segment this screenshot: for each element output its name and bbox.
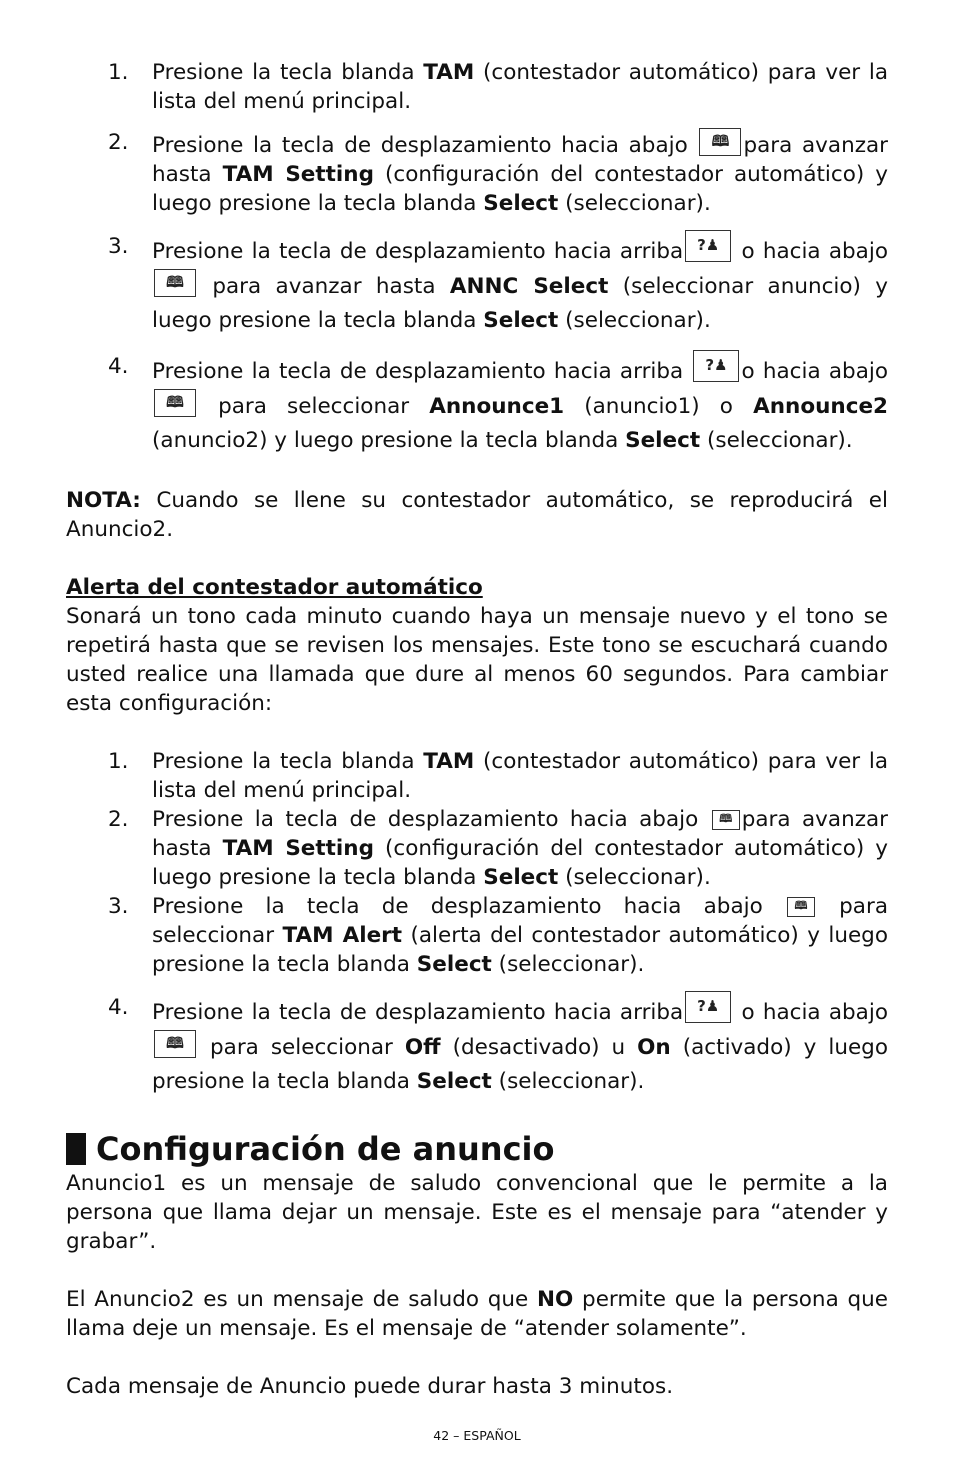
steps-list-1 <box>66 58 888 458</box>
item-text: para avanzar hasta <box>152 133 888 187</box>
item-text: Presione la tecla de desplazamiento hacia arriba <box>152 239 684 264</box>
item-number: 4. <box>108 354 129 379</box>
item-text: para seleccionar <box>198 394 430 419</box>
list-item <box>66 892 888 979</box>
item-text: (activado) y luego presione la tecla blanda <box>152 1035 888 1094</box>
note-text: Cuando se llene su contestador automático, se reproducirá el Anuncio2. <box>66 488 888 542</box>
page-content <box>66 58 888 1401</box>
person-question-icon: ?♟ <box>685 991 731 1023</box>
list-item <box>66 58 888 116</box>
item-text: Presione la tecla blanda <box>152 60 424 85</box>
item-text: Presione la tecla de desplazamiento hacia arriba <box>152 1000 684 1025</box>
item-number: 1. <box>108 60 129 85</box>
paragraph: Anuncio1 es un mensaje de saludo convencional que le permite a la persona que llama dejar un mensaje. Este es el mensaje para “atender y grabar”. <box>66 1171 888 1254</box>
item-text: (anuncio2) y luego presione la tecla blanda <box>152 428 626 453</box>
book-icon: 🕮 <box>699 128 741 156</box>
person-question-icon: ?♟ <box>693 350 739 382</box>
item-bold: Select <box>483 191 559 216</box>
item-text: (seleccionar). <box>558 865 711 890</box>
book-icon: 🕮 <box>154 269 196 297</box>
paragraph-text: El Anuncio2 es un mensaje de saludo que <box>66 1287 538 1312</box>
book-icon: 🕮 <box>154 1030 196 1058</box>
item-text: o hacia abajo <box>733 239 888 264</box>
section-title-text: Configuración de anuncio <box>96 1130 555 1168</box>
item-text: (desactivado) u <box>440 1035 638 1060</box>
note-label: NOTA: <box>66 488 141 513</box>
subheading: Alerta del contestador automático <box>66 575 483 600</box>
item-bold: On <box>637 1035 671 1060</box>
item-bold: TAM <box>423 749 475 774</box>
section-title <box>66 1129 888 1169</box>
item-bold: Select <box>483 865 559 890</box>
announcement-section <box>66 1129 888 1401</box>
person-question-icon: ?♟ <box>685 230 731 262</box>
item-text: para avanzar hasta <box>198 274 450 299</box>
paragraph-bold: NO <box>537 1287 574 1312</box>
item-bold: Select <box>416 952 492 977</box>
alert-section <box>66 573 888 718</box>
item-text: Presione la tecla de desplazamiento hacia abajo <box>152 894 785 919</box>
item-text: (configuración del contestador automático) y luego presione la tecla blanda <box>152 162 888 216</box>
item-bold: Select <box>483 308 559 333</box>
item-text: (seleccionar). <box>558 308 711 333</box>
item-text: Presione la tecla blanda <box>152 749 424 774</box>
item-bold: ANNC Select <box>449 274 609 299</box>
item-text: (anuncio1) o <box>564 394 754 419</box>
item-text: (seleccionar anuncio) y luego presione la tecla blanda <box>152 274 889 333</box>
book-icon: 🕮 <box>787 897 815 917</box>
item-text: (seleccionar). <box>491 952 645 977</box>
list-item <box>66 230 888 338</box>
item-bold: TAM Setting <box>222 836 375 861</box>
list-item <box>66 747 888 805</box>
item-number: 3. <box>108 234 129 259</box>
item-number: 1. <box>108 749 129 774</box>
item-bold: Select <box>416 1069 492 1094</box>
note <box>66 486 888 544</box>
list-item <box>66 350 888 458</box>
list-item <box>66 805 888 892</box>
item-bold: Announce1 <box>429 394 565 419</box>
item-text: (contestador automático) para ver la lista del menú principal. <box>152 60 888 114</box>
item-number: 4. <box>108 995 129 1020</box>
item-text: (configuración del contestador automático) y luego presione la tecla blanda <box>152 836 888 890</box>
paragraph: Cada mensaje de Anuncio puede durar hasta 3 minutos. <box>66 1374 674 1399</box>
paragraph-text: permite que la persona que llama deje un mensaje. Es el mensaje de “atender solamente”. <box>66 1287 888 1341</box>
item-bold: TAM <box>423 60 475 85</box>
item-text: Presione la tecla de desplazamiento hacia arriba <box>152 359 692 384</box>
item-number: 3. <box>108 894 129 919</box>
item-text: o hacia abajo <box>741 359 888 384</box>
item-text: (contestador automático) para ver la lista del menú principal. <box>152 749 888 803</box>
item-text: para seleccionar <box>198 1035 405 1060</box>
page-footer: 42 – ESPAÑOL <box>433 1428 521 1443</box>
item-bold: TAM Setting <box>222 162 375 187</box>
item-text: para seleccionar <box>152 894 888 948</box>
heading-bar <box>66 1133 86 1165</box>
item-bold: Announce2 <box>753 394 888 419</box>
item-bold: TAM Alert <box>282 923 403 948</box>
list-item <box>66 128 888 218</box>
paragraph <box>66 1285 888 1343</box>
item-bold: Select <box>625 428 701 453</box>
item-text: (alerta del contestador automático) y luego presione la tecla blanda <box>152 923 888 977</box>
book-icon: 🕮 <box>712 810 740 830</box>
paragraph: Sonará un tono cada minuto cuando haya un mensaje nuevo y el tono se repetirá hasta que se revisen los mensajes. Este tono se escuchará cuando usted realice una llamada que dure al menos 60 segundos. Para cambiar esta configuración: <box>66 604 888 716</box>
list-item <box>66 991 888 1099</box>
book-icon: 🕮 <box>154 389 196 417</box>
item-text: Presione la tecla de desplazamiento hacia abajo <box>152 807 710 832</box>
item-number: 2. <box>108 807 129 832</box>
item-text: para avanzar hasta <box>152 807 888 861</box>
item-text: (seleccionar). <box>700 428 853 453</box>
item-text: o hacia abajo <box>733 1000 888 1025</box>
item-text: Presione la tecla de desplazamiento hacia abajo <box>152 133 698 158</box>
steps-list-2 <box>66 747 888 1099</box>
item-bold: Off <box>404 1035 441 1060</box>
item-text: (seleccionar). <box>491 1069 645 1094</box>
item-text: (seleccionar). <box>558 191 711 216</box>
item-number: 2. <box>108 130 129 155</box>
